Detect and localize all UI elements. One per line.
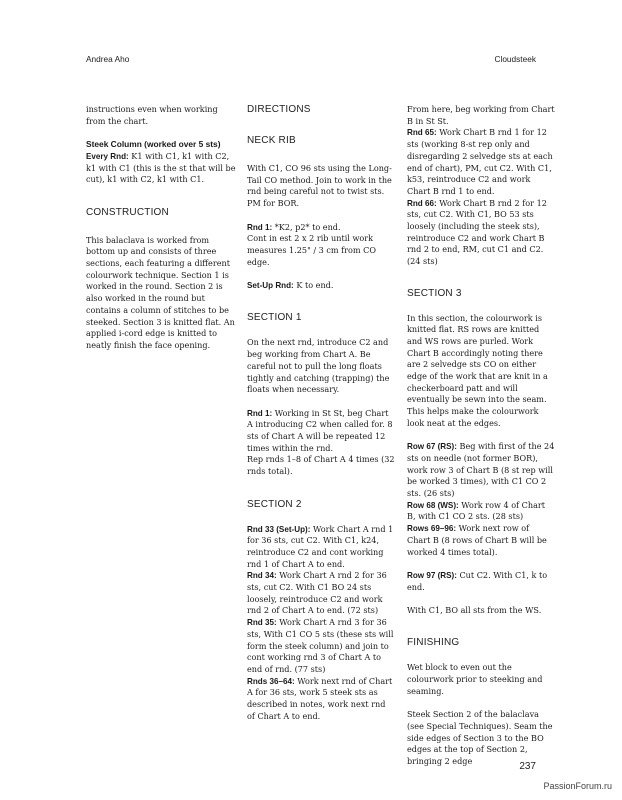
steek-every-rnd-text: K1 with C1, k1 with C2, k1 with C1 (this is the st that will be cut), k1 with C2, k1 with C1. [86, 150, 236, 185]
section-1-rnd1 [247, 408, 395, 478]
row-97-label: Row 97 (RS): [407, 570, 457, 580]
rnd-65-label: Rnd 65: [407, 128, 437, 138]
setup-rnd-label: Set-Up Rnd: [247, 281, 294, 290]
rnd-35-label: Rnd 35: [247, 618, 277, 628]
row-97 [407, 570, 555, 593]
section-1-rnd1-text: Working in St St, beg Chart A introducing C2 when called for. 8 sts of Chart A will be repeated 12 times within the rnd. [247, 407, 393, 453]
rnd-34-text: Work Chart A rnd 2 for 36 sts, cut C2. With C1 BO 24 sts loosely, reintroduce C2 and work rnd 2 of Chart A to end. (72 sts) [247, 570, 387, 616]
neck-rib-heading: NECK RIB [247, 135, 296, 146]
neck-rnd1-label: Rnd 1: [247, 222, 273, 232]
rnd-33-text: Work Chart A rnd 1 for 36 sts, cut C2. With C1, k24, reintroduce C2 and cont working rnd 1 of Chart A to end. [247, 523, 394, 569]
row-68-text: Work row 4 of Chart B, with C1 CO 2 sts. (28 sts) [407, 499, 546, 522]
row-97-text: Cut C2. With C1, k to end. [407, 569, 548, 592]
section-2-heading: SECTION 2 [247, 498, 302, 510]
rnd-35-text: Work Chart A rnd 3 for 36 sts, With C1 CO 5 sts (these sts will form the steek column) and join to cont working rnd 3 of Chart A to end of rnd. (77 sts) [247, 617, 394, 674]
finishing-heading: FINISHING [407, 637, 460, 649]
rnds-36-64-label: Rnds 36–64: [247, 676, 295, 686]
header-pattern-title: Cloudsteek [494, 54, 536, 64]
rnd-65-text: Work Chart B rnd 1 for 12 sts (working 8-st rep only and disregarding 2 selvedge sts at each end of chart), PM, cut C2. With C1, k53, reintroduce C2 and work Chart B rnd 1 to end. [407, 127, 553, 196]
section-2-rows [247, 524, 395, 723]
column-3 [407, 104, 555, 779]
rnds-65-66 [407, 127, 555, 267]
rnd-66-text: Work Chart B rnd 2 for 12 sts, cut C2. With C1, BO 53 sts loosely (including the steek sts), reintroduce C2 and work Chart B rnd 2 to end, RM, cut C1 and C2. (24 sts) [407, 197, 547, 267]
setup-rnd-text: K to end. [293, 280, 334, 290]
section-1-repeat: Rep rnds 1–8 of Chart A 4 times (32 rnds total). [247, 454, 395, 477]
rnd-66-label: Rnd 66: [407, 198, 437, 208]
neck-rnd1-text: *K2, p2* to end. [272, 221, 341, 232]
watermark: PassionForum.ru [543, 781, 612, 791]
section-3-text: In this section, the colourwork is knitted flat. RS rows are knitted and WS rows are purled. Work Chart B accordingly noting there are 2 selvedge sts CO on either edge of the work that are knit in a checkerboard patt and will eventually be sewn into the seam. This helps make the colourwork look neat at the edges. [407, 312, 548, 428]
rnds-36-64-text: Work next rnd of Chart A for 36 sts, work 5 steek sts as described in notes, work next rnd of Chart A to end. [247, 675, 393, 721]
row-67-label: Row 67 (RS): [407, 442, 457, 452]
section-1-rnd1-label: Rnd 1: [247, 408, 273, 418]
rows-69-96-text: Work next row of Chart B (8 rows of Chart B will be worked 4 times total). [407, 523, 547, 557]
steek-seam-text: Steek Section 2 of the balaclava (see Special Techniques). Seam the side edges of Section 3 to the BO edges at the top of Section 2, bringing 2 edge [407, 709, 553, 767]
rows-69-96-label: Rows 69–96: [407, 524, 457, 534]
bind-off-text: With C1, BO all sts from the WS. [407, 605, 542, 616]
steek-every-rnd-label: Every Rnd: [86, 151, 129, 161]
neck-rnd1 [247, 222, 395, 269]
section-3-heading: SECTION 3 [407, 287, 462, 299]
section-1-heading: SECTION 1 [247, 312, 302, 324]
neck-rib-text: With C1, CO 96 sts using the Long-Tail CO method. Join to work in the rnd being careful not to twist sts. PM for BOR. [247, 163, 392, 209]
setup-rnd [247, 280, 395, 292]
section-3-rows [407, 441, 555, 558]
column-1 [86, 104, 236, 363]
column-2 [247, 104, 395, 734]
rnd-33-label: Rnd 33 (Set-Up): [247, 524, 311, 534]
row-68-label: Row 68 (WS): [407, 500, 459, 510]
from-here-text: From here, beg working from Chart B in St St. [407, 104, 555, 126]
rnd-34-label: Rnd 34: [247, 571, 277, 581]
section-1-text: On the next rnd, introduce C2 and beg working from Chart A. Be careful not to pull the long floats tightly and catching (trapping) the floats when necessary. [247, 337, 390, 395]
finishing-text: Wet block to even out the colourwork prior to steeking and seaming. [407, 662, 543, 696]
neck-rib-continue: Cont in est 2 x 2 rib until work measures 1.25" / 3 cm from CO edge. [247, 233, 376, 267]
steek-column-block [86, 139, 236, 186]
directions-heading: DIRECTIONS [247, 104, 311, 115]
header-author: Andrea Aho [86, 54, 130, 64]
steek-column-title: Steek Column (worked over 5 sts) [86, 139, 221, 150]
construction-text: This balaclava is worked from bottom up and consists of three sections, each featuring a different colourwork technique. Section 1 is worked in the round. Section 2 is also worked in the round but contains a column of stitches to be steeked. Section 3 is knitted flat. An applied i-cord edge is knitted to neatly finish the face opening. [86, 234, 235, 350]
intro-text: instructions even when working from the chart. [86, 104, 218, 126]
construction-heading: CONSTRUCTION [86, 206, 169, 218]
page-number: 237 [519, 761, 536, 772]
row-67-text: Beg with first of the 24 sts on needle (not former BOR), work row 3 of Chart B (8 st rep will be worked 3 times), with C1 CO 2 sts. (26 sts) [407, 441, 555, 499]
